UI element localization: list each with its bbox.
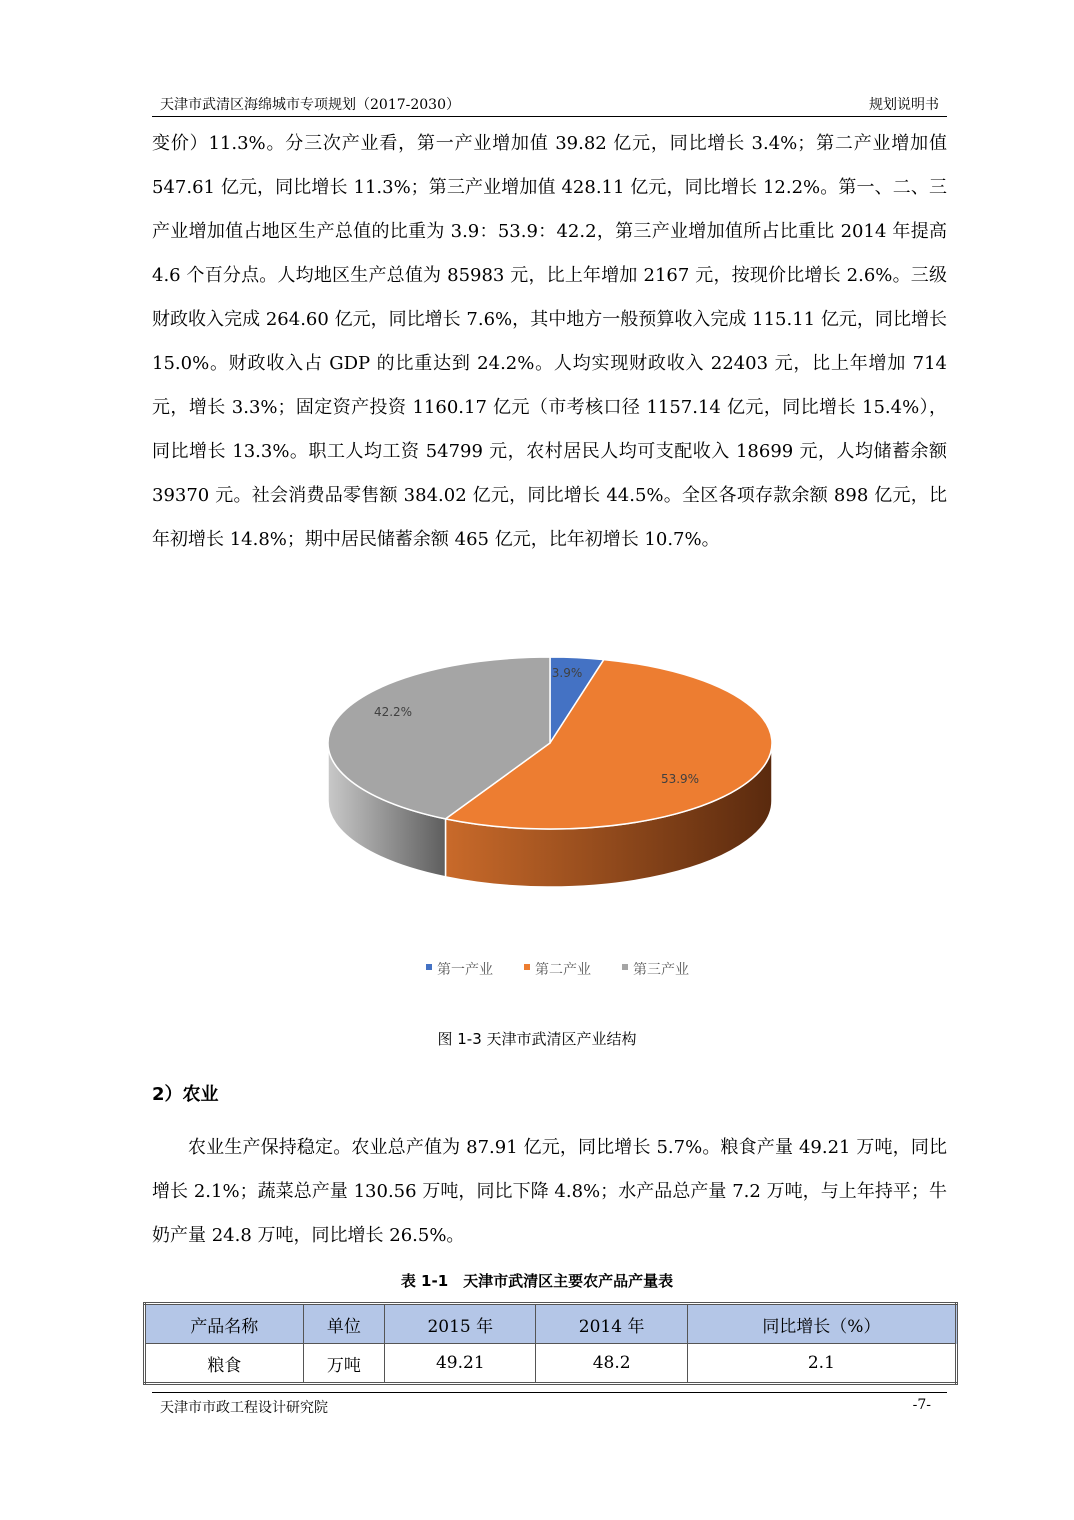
cell-growth: 2.1 bbox=[687, 1344, 956, 1384]
economy-paragraph bbox=[152, 122, 947, 562]
header-unit: 单位 bbox=[303, 1304, 385, 1344]
agriculture-paragraph bbox=[152, 1126, 947, 1258]
legend-swatch bbox=[622, 964, 628, 970]
cell-2015: 49.21 bbox=[385, 1344, 536, 1384]
figure-caption: 图 1-3 天津市武清区产业结构 bbox=[437, 1030, 637, 1048]
legend-label: 第一产业 bbox=[437, 962, 493, 978]
economy-text: 变价）11.3%。分三次产业看，第一产业增加值 39.82 亿元，同比增长 3.4%；第二产业增加值 547.61 亿元，同比增长 11.3%；第三产业增加值 428.11 亿元，同比增长 12.2%。第一、二、三产业增加值占地区生产总值的比重为 3.9：53.9：42.2，第三产业增加值所占比重比 2014 年提高 4.6 个百分点。人均地区生产总值为 85983 元，比上年增加 2167 元，按现价比增长 2.6%。三级财政收入完成 264.60 亿元，同比增长 7.6%，其中地方一般预算收入完成 115.11 亿元，同比增长 15.0%。财政收入占 GDP 的比重达到 24.2%。人均实现财政收入 22403 元，比上年增加 714 元，增长 3.3%；固定资产投资 1160.17 亿元（市考核口径 1157.14 亿元，同比增长 15.4%），同比增长 13.3%。职工人均工资 54799 元，农村居民人均可支配收入 18699 元，人均储蓄余额 39370 元。社会消费品零售额 384.02 亿元，同比增长 44.5%。全区各项存款余额 898 亿元，比年初增长 14.8%；期中居民储蓄余额 465 亿元，比年初增长 10.7%。 bbox=[152, 133, 947, 550]
header-growth: 同比增长（%） bbox=[687, 1304, 956, 1344]
header-title: 天津市武清区海绵城市专项规划（2017-2030） bbox=[160, 97, 460, 113]
pie-data-label: 3.9% bbox=[551, 666, 583, 680]
table-row bbox=[145, 1344, 957, 1384]
industry-structure-pie-chart bbox=[300, 640, 800, 1000]
agriculture-text: 农业生产保持稳定。农业总产值为 87.91 亿元，同比增长 5.7%。粮食产量 49.21 万吨，同比增长 2.1%；蔬菜总产量 130.56 万吨，同比下降 4.8%；水产品总产量 7.2 万吨，与上年持平；牛奶产量 24.8 万吨，同比增长 26.5%。 bbox=[152, 1137, 947, 1246]
cell-product: 粮食 bbox=[145, 1344, 304, 1384]
agri-production-table bbox=[143, 1302, 958, 1385]
page-number: -7- bbox=[912, 1397, 931, 1413]
table-header-row bbox=[145, 1304, 957, 1344]
header-product: 产品名称 bbox=[145, 1304, 304, 1344]
cell-2014: 48.2 bbox=[536, 1344, 687, 1384]
legend-swatch bbox=[426, 964, 432, 970]
footer-org: 天津市市政工程设计研究院 bbox=[160, 1400, 328, 1416]
legend-swatch bbox=[524, 964, 530, 970]
page-header bbox=[152, 92, 947, 117]
header-2014: 2014 年 bbox=[536, 1304, 687, 1344]
header-2015: 2015 年 bbox=[385, 1304, 536, 1344]
pie-data-label: 53.9% bbox=[660, 772, 700, 786]
section-heading: 2）农业 bbox=[152, 1084, 219, 1105]
cell-unit: 万吨 bbox=[303, 1344, 385, 1384]
legend-label: 第三产业 bbox=[633, 962, 689, 978]
legend-label: 第二产业 bbox=[535, 962, 591, 978]
chart-legend bbox=[426, 961, 689, 978]
header-doc-type: 规划说明书 bbox=[869, 97, 939, 113]
page-footer bbox=[152, 1392, 947, 1417]
pie-data-label: 42.2% bbox=[373, 705, 413, 719]
table-caption: 表 1-1 天津市武清区主要农产品产量表 bbox=[400, 1272, 674, 1290]
